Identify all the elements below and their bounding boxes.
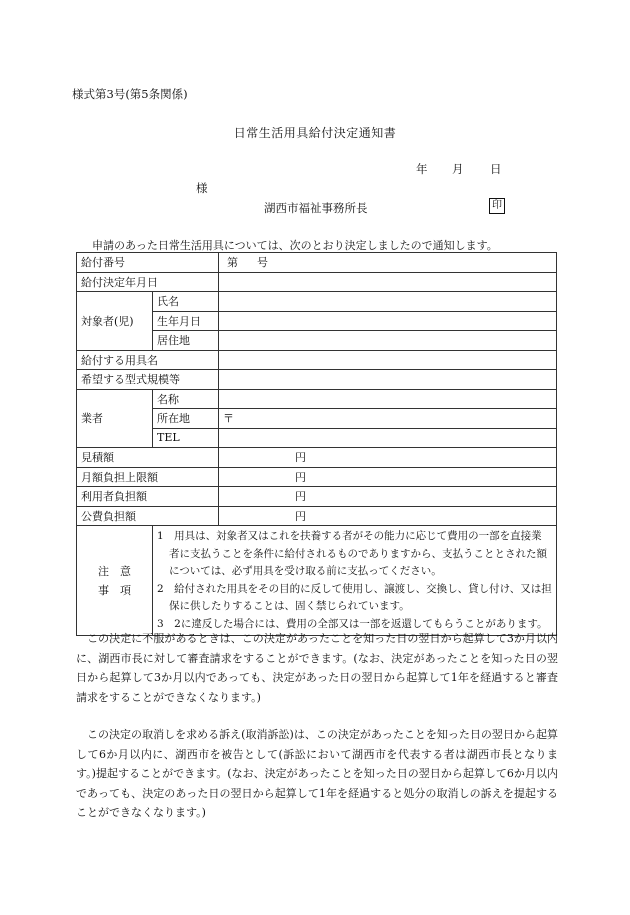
table-row [77, 272, 557, 292]
user-burden-yen: 円 [219, 487, 557, 507]
notes-label-line-2: 事 項 [98, 583, 131, 597]
vendor-name-value [219, 389, 557, 409]
grant-number-prefix: 第 [227, 256, 238, 270]
item-value [219, 350, 557, 370]
subject-birthdate-label: 生年月日 [153, 311, 219, 331]
table-row [77, 487, 557, 507]
appeal-text: この決定に不服があるときは、この決定があったことを知った日の翌日から起算して3か月以内に、湖西市長に対して審査請求をすることができます。(なお、決定があったことを知った日の翌日から起算して3か月以内であっても、決定があった日の翌日から起算して1年を経過すると審査請求をすることができなくなります。) [76, 632, 559, 704]
vendor-tel-value [219, 428, 557, 448]
vendor-name-label: 名称 [153, 389, 219, 409]
note-item-3: 3 2に違反した場合には、費用の全部又は一部を返還してもらうことがあります。 [157, 617, 548, 630]
model-label: 希望する型式規模等 [77, 370, 219, 390]
issuer-name: 湖西市福祉事務所長 [264, 201, 368, 215]
estimate-label: 見積額 [77, 448, 219, 468]
table-row [77, 467, 557, 487]
vendor-label: 業者 [77, 389, 153, 448]
subject-birthdate-value [219, 311, 557, 331]
document-title: 日常生活用具給付決定通知書 [233, 126, 397, 140]
form-number: 様式第3号(第5条関係) [72, 87, 188, 101]
grant-number-cell [219, 253, 557, 273]
recipient-suffix: 様 [196, 181, 208, 195]
table-row [77, 370, 557, 390]
grant-number-label: 給付番号 [77, 253, 219, 273]
note-item-2: 2 給付された用具をその目的に反して使用し、譲渡し、交換し、貸し付け、又は担保に供したりすることは、固く禁じられています。 [157, 582, 552, 612]
notes-content [153, 526, 557, 636]
public-burden-yen: 円 [219, 506, 557, 526]
date-line [416, 161, 502, 177]
lawsuit-text: この決定の取消しを求める訴え(取消訴訟)は、この決定があったことを知った日の翌日から起算して6か月以内に、湖西市を被告として(訴訟において湖西市を代表する者は湖西市長となります。)提起することができます。(なお、決定があったことを知った日の翌日から起算して6か月以内であっても、決定のあった日の翌日から起算して1年を経過すると処分の取消しの訴えを提起することができなくなります。) [76, 728, 558, 819]
notes-label [77, 526, 153, 636]
lawsuit-paragraph [76, 725, 558, 823]
date-day: 日 [490, 162, 502, 176]
vendor-location-value [219, 409, 557, 429]
note-item-1: 1 用具は、対象者又はこれを扶養する者がその能力に応じて費用の一部を直接業者に支払うことを条件に給付されるものでありますから、支払うこととされた額については、必ず用具を受け取る前に支払ってください。 [157, 530, 547, 577]
table-row [77, 526, 557, 636]
subject-address-value [219, 331, 557, 351]
grant-number-suffix: 号 [257, 256, 268, 270]
public-burden-label: 公費負担額 [77, 506, 219, 526]
vendor-location-label: 所在地 [153, 409, 219, 429]
subject-name-value [219, 292, 557, 312]
table-row [77, 389, 557, 409]
seal-mark: 印 [489, 198, 505, 214]
notes-label-line-1: 注 意 [98, 564, 131, 578]
decision-table [76, 252, 557, 636]
table-row [77, 292, 557, 312]
vendor-tel-label: TEL [153, 428, 219, 448]
model-value [219, 370, 557, 390]
table-row [77, 350, 557, 370]
table-row [77, 253, 557, 273]
monthly-limit-label: 月額負担上限額 [77, 467, 219, 487]
table-row [77, 506, 557, 526]
subject-name-label: 氏名 [153, 292, 219, 312]
item-label: 給付する用具名 [77, 350, 219, 370]
postal-mark: 〒 [223, 412, 234, 426]
subject-label: 対象者(児) [77, 292, 153, 351]
monthly-limit-yen: 円 [219, 467, 557, 487]
intro-text: 申請のあった日常生活用具については、次のとおり決定しましたので通知します。 [92, 239, 498, 252]
appeal-paragraph [76, 629, 558, 707]
date-month: 月 [452, 162, 464, 176]
user-burden-label: 利用者負担額 [77, 487, 219, 507]
table-row [77, 448, 557, 468]
date-year: 年 [416, 162, 428, 176]
decision-date-label: 給付決定年月日 [77, 272, 219, 292]
estimate-yen: 円 [219, 448, 557, 468]
subject-address-label: 居住地 [153, 331, 219, 351]
decision-date-value [219, 272, 557, 292]
